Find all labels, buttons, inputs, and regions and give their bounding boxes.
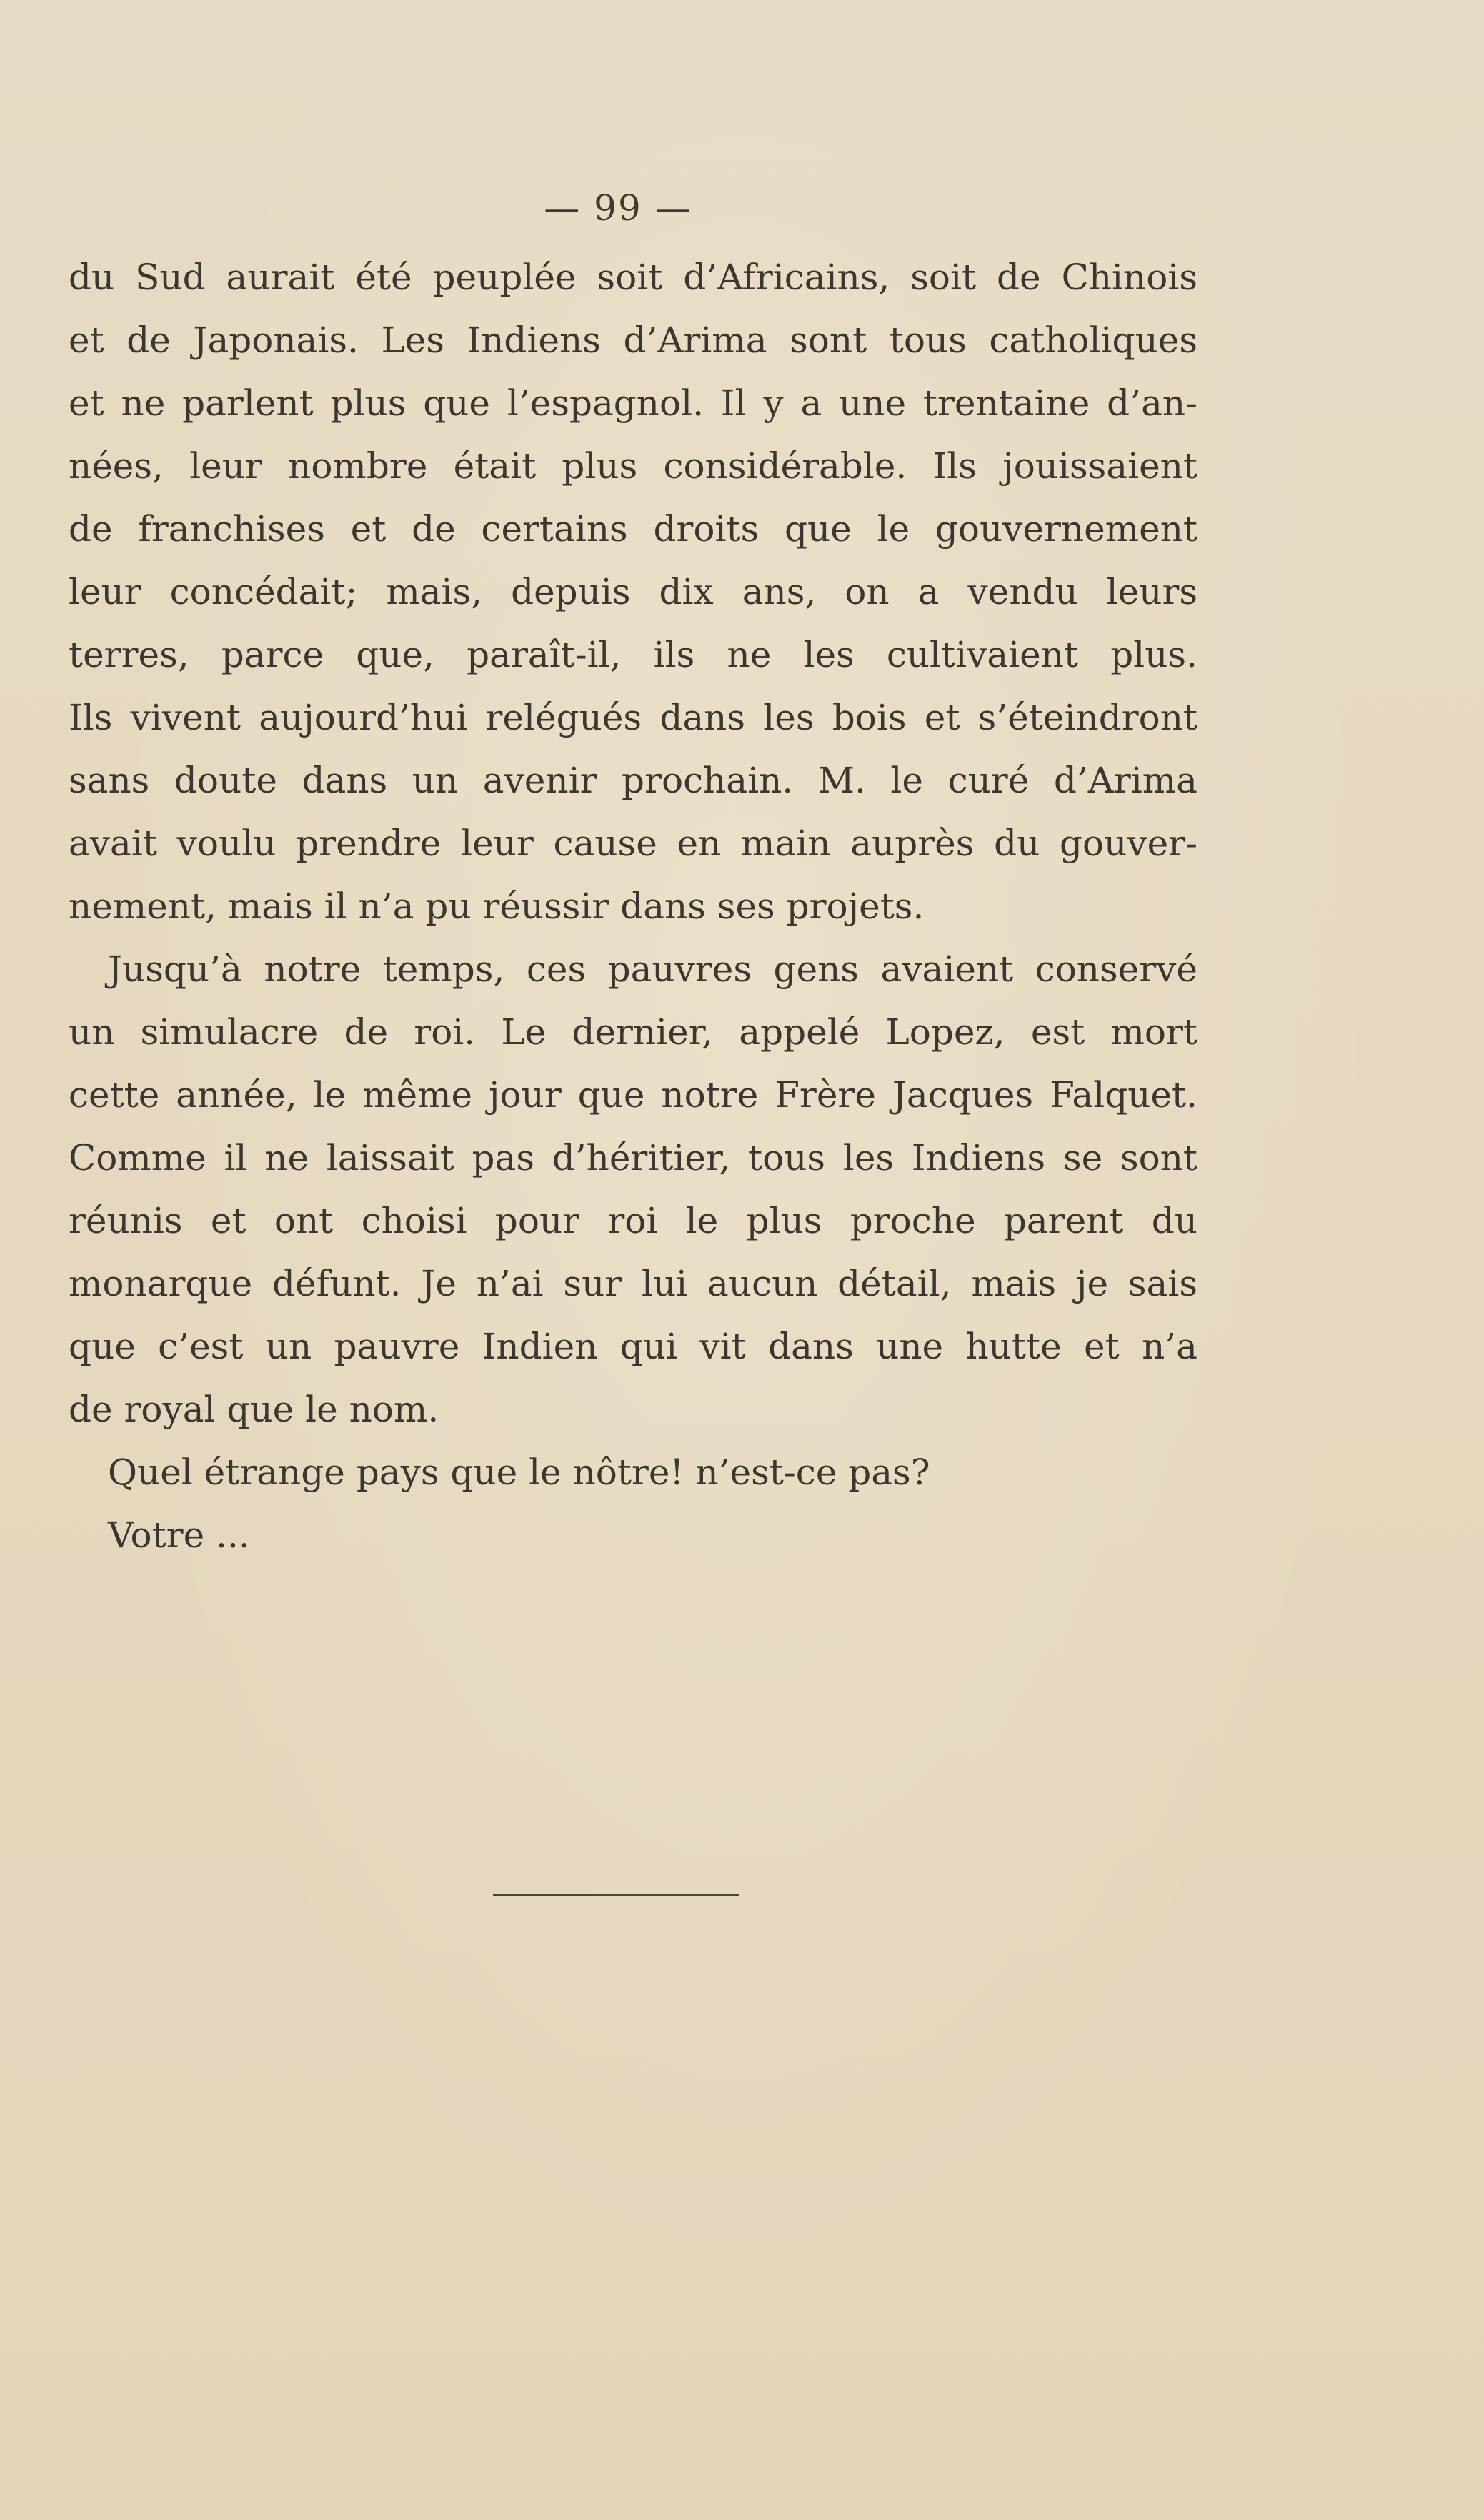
text-line: cette année, le même jour que notre Frère Jacques Falquet. xyxy=(69,1074,1197,1116)
text-line: sans doute dans un avenir prochain. M. le curé d’Arima xyxy=(69,760,1197,801)
text-line: Votre ... xyxy=(108,1514,250,1556)
text-line: de franchises et de certains droits que le gouvernement xyxy=(69,508,1197,550)
body-text xyxy=(69,246,1197,1567)
text-line: monarque défunt. Je n’ai sur lui aucun détail, mais je sais xyxy=(69,1263,1197,1304)
text-line: un simulacre de roi. Le dernier, appelé Lopez, est mort xyxy=(69,1011,1197,1053)
page-number: — 99 — xyxy=(544,187,692,229)
text-line: Comme il ne laissait pas d’héritier, tous les Indiens se sont xyxy=(69,1137,1197,1179)
text-line: leur concédait; mais, depuis dix ans, on a vendu leurs xyxy=(69,571,1197,612)
text-line: que c’est un pauvre Indien qui vit dans une hutte et n’a xyxy=(69,1326,1197,1367)
text-line: Quel étrange pays que le nôtre! n’est-ce pas? xyxy=(108,1452,930,1493)
text-line: nées, leur nombre était plus considérable. Ils jouissaient xyxy=(69,445,1197,487)
text-line: nement, mais il n’a pu réussir dans ses projets. xyxy=(69,886,925,927)
text-line: et de Japonais. Les Indiens d’Arima sont tous catholiques xyxy=(69,319,1197,361)
text-line: Ils vivent aujourd’hui relégués dans les bois et s’éteindront xyxy=(69,697,1197,738)
end-rule-divider xyxy=(493,1894,739,1896)
text-line: réunis et ont choisi pour roi le plus proche parent du xyxy=(69,1200,1197,1241)
text-line: avait voulu prendre leur cause en main auprès du gouver- xyxy=(69,823,1197,864)
text-line: terres, parce que, paraît-il, ils ne les cultivaient plus. xyxy=(69,634,1197,675)
text-line: du Sud aurait été peuplée soit d’Africains, soit de Chinois xyxy=(69,257,1197,298)
text-line: de royal que le nom. xyxy=(69,1389,439,1430)
text-line: et ne parlent plus que l’espagnol. Il y a une trentaine d’an- xyxy=(69,382,1197,424)
text-line: Jusqu’à notre temps, ces pauvres gens avaient conservé xyxy=(108,948,1197,990)
